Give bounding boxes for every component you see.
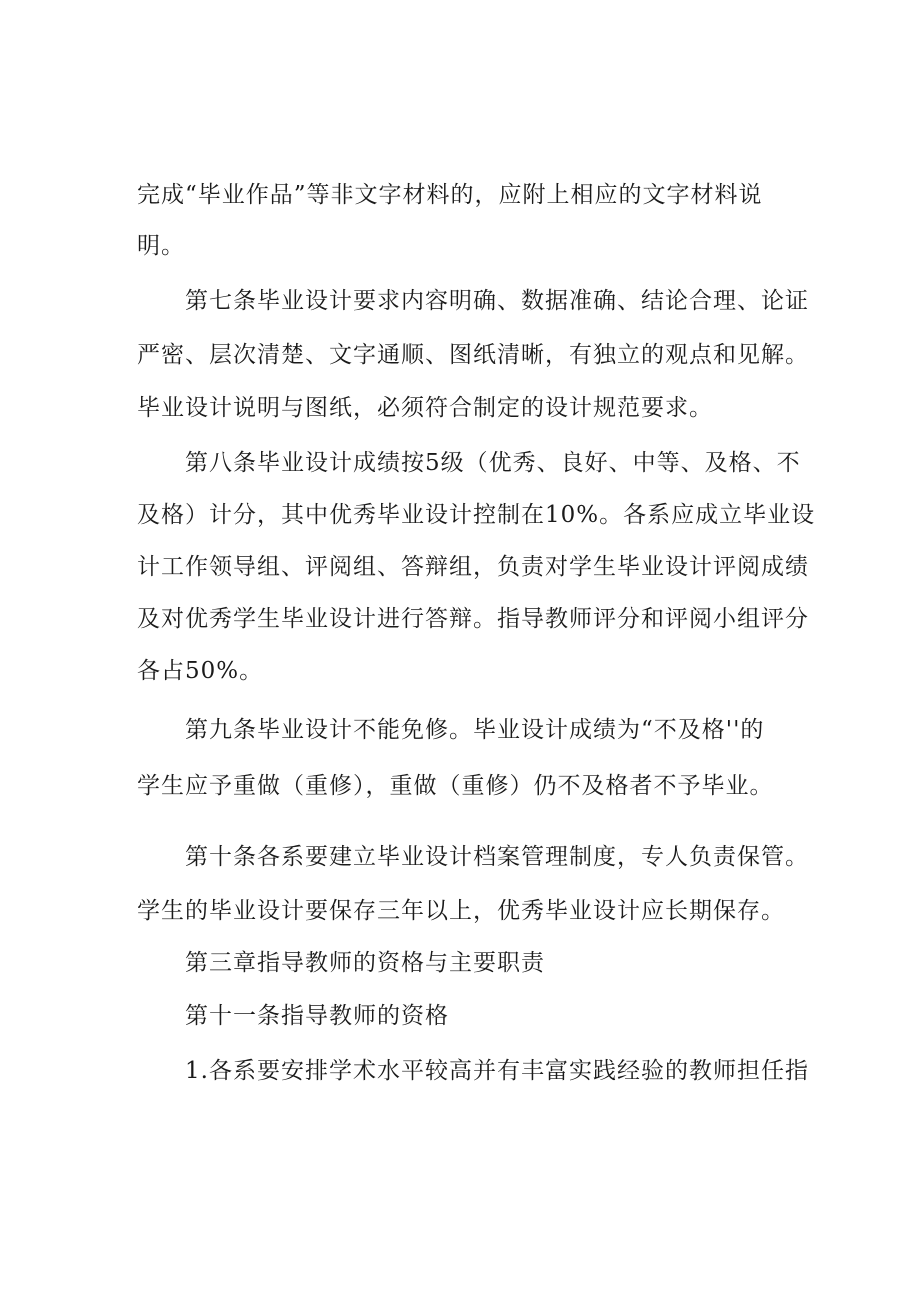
body-text-line: 学生应予重做（重修），重做（重修）仍不及格者不予毕业。 [137,773,774,799]
body-text-line: 各占50%。 [137,658,264,684]
body-text-line: 完成“毕业作品”等非文字材料的，应附上相应的文字材料说 [137,182,763,208]
article-10-heading-line: 第十条各系要建立毕业设计档案管理制度，专人负责保管。 [185,844,809,870]
body-text-line: 学生的毕业设计要保存三年以上，优秀毕业设计应长期保存。 [137,898,785,924]
body-text-line: 严密、层次清楚、文字通顺、图纸清晰，有独立的观点和见解。 [137,342,809,368]
list-item-1-line: 1.各系要安排学术水平较高并有丰富实践经验的教师担任指 [185,1058,809,1084]
body-text-line: 及格）计分，其中优秀毕业设计控制在10%。各系应成立毕业设 [137,502,816,528]
chapter-3-heading: 第三章指导教师的资格与主要职责 [185,950,545,976]
article-9-heading-line: 第九条毕业设计不能免修。毕业设计成绩为“不及格''的 [185,717,765,743]
body-text-line: 及对优秀学生毕业设计进行答辩。指导教师评分和评阅小组评分 [137,606,809,632]
article-7-heading-line: 第七条毕业设计要求内容明确、数据准确、结论合理、论证 [185,288,809,314]
body-text-line: 明。 [137,233,185,259]
article-8-heading-line: 第八条毕业设计成绩按5级（优秀、良好、中等、及格、不 [185,450,801,476]
body-text-line: 毕业设计说明与图纸，必须符合制定的设计规范要求。 [137,395,713,421]
article-11-heading: 第十一条指导教师的资格 [185,1003,449,1029]
body-text-line: 计工作领导组、评阅组、答辩组，负责对学生毕业设计评阅成绩 [137,554,809,580]
